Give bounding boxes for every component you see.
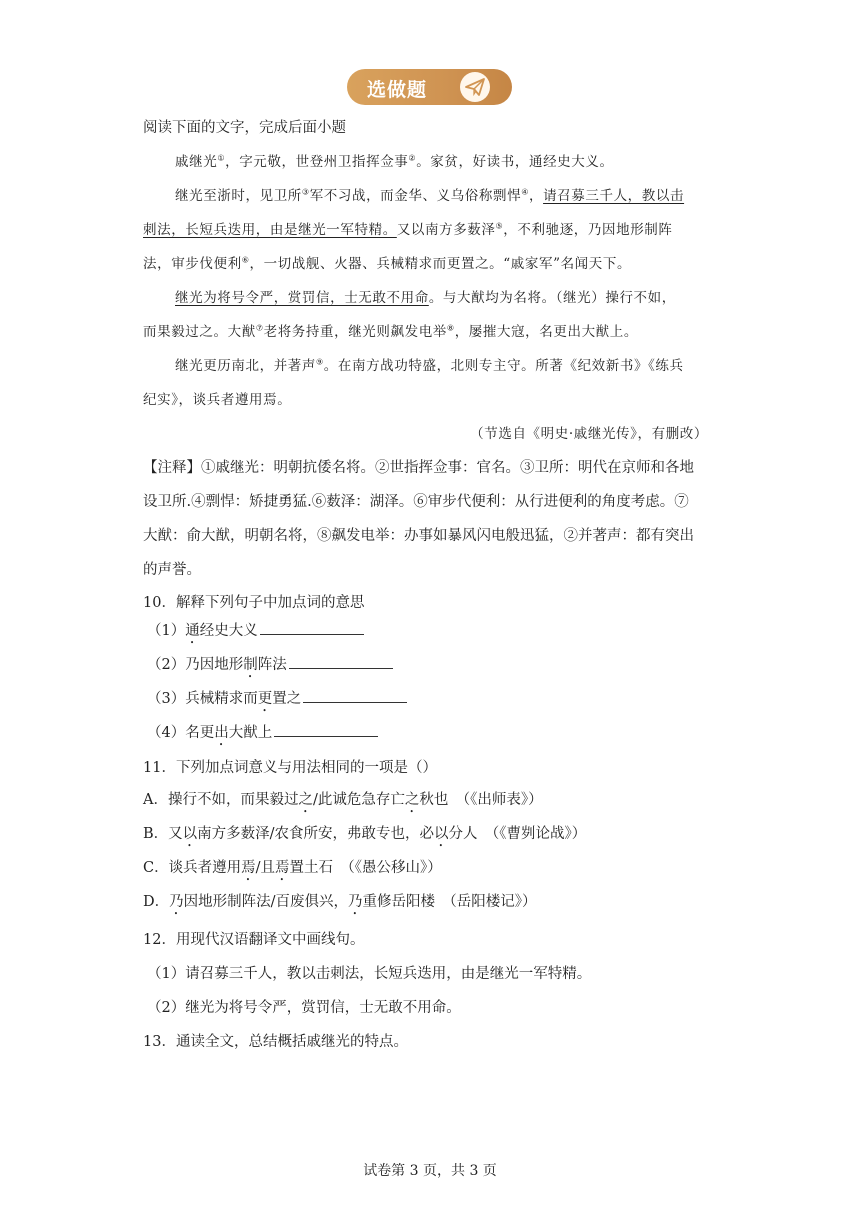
underlined-sentence-2: 继光为将号令严，赏罚信，士无敢不用命 [175,290,429,306]
question-12-item-1: （1）请召募三千人，教以击刺法，长短兵迭用，由是继光一军特精。 [147,966,592,982]
underlined-sentence-1-part-2: 刺法，长短兵迭用，由是继光一军特精。 [143,222,397,238]
dotted-word: 出 [214,725,229,741]
passage-paragraph-4-line-1: 继光更历南北，并著声⑨。在南方战功特盛，北则专主守。所著《纪效新书》《练兵 [175,357,684,374]
answer-blank[interactable] [303,688,407,703]
question-12-item-2: （2）继光为将号令严，赏罚信，士无敢不用命。 [147,1000,461,1016]
passage-source: （节选自《明史·戚继光传》，有删改） [470,426,708,442]
question-11-stem: 11．下列加点词意义与用法相同的一项是（） [143,760,437,776]
notes-line-2: 设卫所.④剽悍：矫捷勇猛.⑥薮泽：湖泽。⑥审步代便利：从行进便利的角度考虑。⑦ [143,494,689,510]
underlined-sentence-1-part-1: 请召募三千人，教以击 [543,188,685,204]
question-11-option-b[interactable]: B．又以南方多薮泽/农食所安，弗敢专也，必以分人 （《曹刿论战》） [143,826,587,842]
question-12-stem: 12．用现代汉语翻译文中画线句。 [143,932,365,948]
question-11-option-c[interactable]: C．谈兵者遵用焉/且焉置土石 （《愚公移山》） [143,860,442,876]
passage-paragraph-4-line-2: 纪实》，谈兵者遵用焉。 [143,392,292,408]
answer-blank[interactable] [274,722,378,737]
dotted-word: 制 [243,657,258,673]
question-13-stem: 13．通读全文，总结概括戚继光的特点。 [143,1034,408,1050]
question-10-stem: 10．解释下列句子中加点词的意思 [143,595,365,611]
passage-paragraph-2-line-2: 刺法，长短兵迭用，由是继光一军特精。又以南方多薮泽⑤，不利驰逐，乃因地形制阵 [143,221,673,238]
instructions: 阅读下面的文字，完成后面小题 [143,120,346,136]
notes-line-3: 大猷：俞大猷，明朝名将，⑧飙发电举：办事如暴风闪电般迅猛，②并著声：都有突出 [143,528,694,544]
dotted-word: 通 [185,623,200,639]
passage-paragraph-2-line-1: 继光至浙时，见卫所③军不习战，而金华、义乌俗称剽悍④，请召募三千人，教以击 [175,187,685,204]
notes-line-4: 的声誉。 [143,562,201,578]
question-11-option-d[interactable]: D．乃因地形制阵法/百废俱兴，乃重修岳阳楼 （岳阳楼记》） [143,894,537,910]
dotted-word: 更 [257,691,273,707]
question-10-item-1: （1）通经史大义 [147,620,364,647]
section-banner [347,69,512,105]
question-10-item-2: （2）乃因地形制阵法 [147,654,393,681]
answer-blank[interactable] [289,654,393,669]
answer-blank[interactable] [260,620,364,635]
paper-plane-icon [465,78,485,96]
question-11-option-a[interactable]: A．操行不如，而果毅过之/此诚危急存亡之秋也 （《出师表》） [143,792,543,808]
passage-paragraph-3-line-2: 而果毅过之。大猷⑦老将务持重，继光则飙发电举⑧，屡摧大寇，名更出大猷上。 [143,323,638,340]
passage-paragraph-3-line-1: 继光为将号令严，赏罚信，士无敢不用命。与大猷均为名将。（继光）操行不如， [175,290,676,306]
notes-line-1: 【注释】①戚继光：明朝抗倭名将。②世指挥佥事：官名。③卫所：明代在京师和各地 [143,460,694,476]
passage-paragraph-2-line-3: 法，审步伐便利⑥，一切战舰、火器、兵械精求而更置之。“戚家军”名闻天下。 [143,255,632,272]
page-footer: 试卷第 3 页，共 3 页 [363,1163,497,1179]
question-10-item-3: （3）兵械精求而更置之 [147,688,407,715]
banner-label: 选做题 [367,79,428,101]
question-10-item-4: （4）名更出大猷上 [147,722,378,749]
banner-icon-circle [460,72,490,102]
passage-paragraph-1: 戚继光①，字元敬，世登州卫指挥佥事②。家贫，好读书，通经史大义。 [175,153,614,170]
